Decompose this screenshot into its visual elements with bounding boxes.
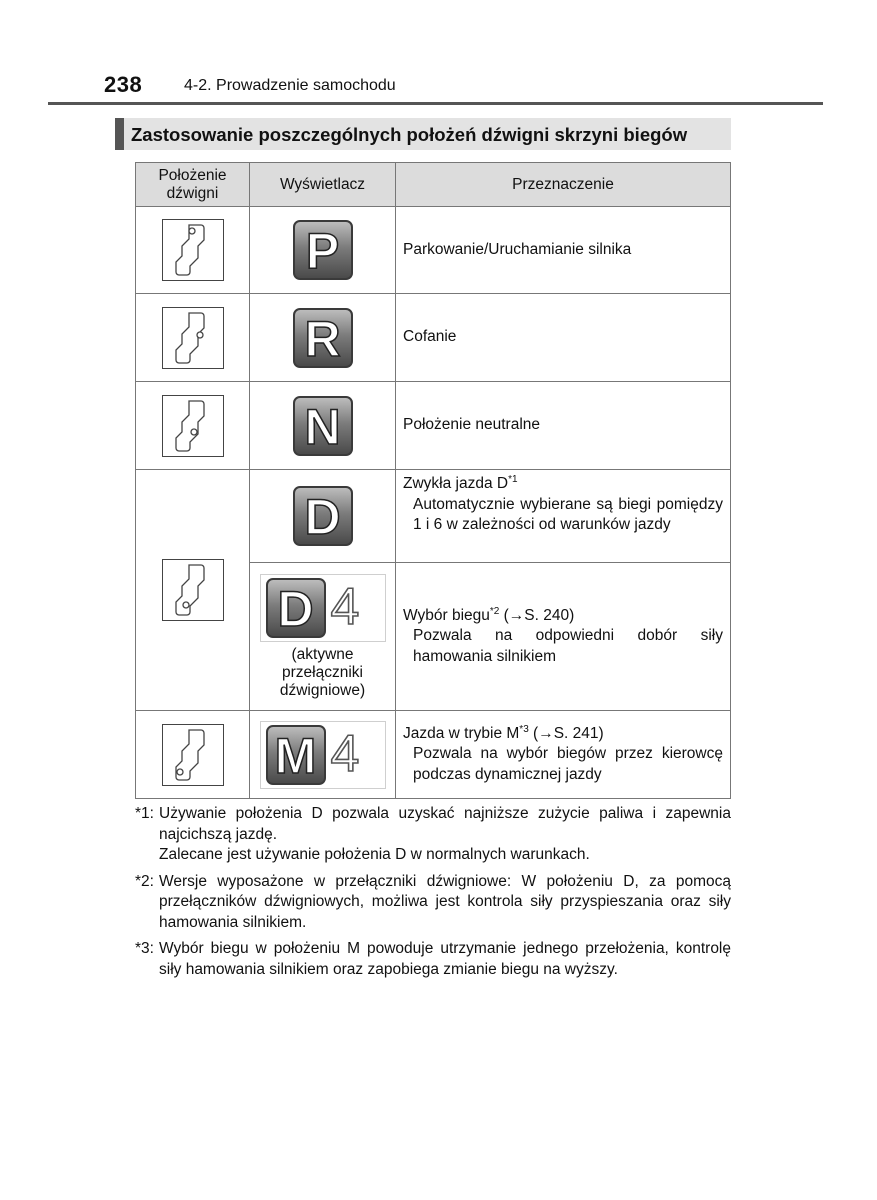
table-header-row xyxy=(136,163,731,207)
display-letter: R xyxy=(304,310,341,367)
footnote-2 xyxy=(135,872,731,934)
purpose-cell xyxy=(396,711,731,799)
purpose-cell xyxy=(396,207,731,294)
header-purpose: Przeznaczenie xyxy=(396,163,731,207)
display-m4 xyxy=(260,721,386,789)
purpose-detail: Pozwala na wybór biegów przez kierowcę podczas dynamicznej jazdy xyxy=(413,745,723,783)
footnote-1 xyxy=(135,804,731,866)
display-badge-m xyxy=(266,725,326,785)
page-number: 238 xyxy=(104,72,143,97)
display-letter: D xyxy=(277,580,314,637)
lever-position-cell xyxy=(136,470,250,711)
purpose-title: Jazda w trybie M xyxy=(403,724,520,742)
lever-position-cell xyxy=(136,294,250,382)
display-letter: P xyxy=(305,223,340,279)
section-title: Zastosowanie poszczególnych położeń dźwigni skrzyni biegów xyxy=(131,124,688,145)
shift-gate-d-icon xyxy=(162,559,224,621)
lever-position-cell xyxy=(136,207,250,294)
page-reference: (→S. 241) xyxy=(528,724,604,742)
display-cell xyxy=(250,711,396,799)
shift-gate-r-icon xyxy=(162,307,224,369)
purpose-detail: Automatycznie wybierane są biegi pomiędzy 1 i 6 w zależności od warunków jazdy xyxy=(413,495,723,533)
purpose-cell xyxy=(396,563,731,711)
display-badge-n xyxy=(293,396,353,456)
table-row xyxy=(136,711,731,799)
gear-digit: 4 xyxy=(330,724,360,783)
header-display: Wyświetlacz xyxy=(250,163,396,207)
table-row xyxy=(136,294,731,382)
lever-position-cell xyxy=(136,382,250,470)
table-row xyxy=(136,382,731,470)
purpose-cell xyxy=(396,382,731,470)
footnote-ref: *2 xyxy=(489,605,500,617)
display-cell xyxy=(250,382,396,470)
footnote-mark: *3: xyxy=(135,940,154,957)
footnote-text: Zalecane jest używanie położenia D w normalnych warunkach. xyxy=(159,846,590,863)
table-row xyxy=(136,207,731,294)
display-badge-d xyxy=(293,486,353,546)
purpose-cell xyxy=(396,470,731,563)
page-header xyxy=(104,72,824,102)
purpose-text: Parkowanie/Uruchamianie silnika xyxy=(403,240,632,258)
footnote-mark: *1: xyxy=(135,805,154,822)
display-cell xyxy=(250,470,396,563)
purpose-text: Cofanie xyxy=(403,328,457,346)
purpose-detail: Pozwala na odpowiedni dobór siły hamowania silnikiem xyxy=(413,627,723,665)
display-cell xyxy=(250,563,396,711)
display-badge-r xyxy=(293,308,353,368)
shift-position-table xyxy=(135,162,731,799)
purpose-title: Wybór biegu xyxy=(403,606,490,624)
chapter-title: 4-2. Prowadzenie samochodu xyxy=(184,77,396,94)
shift-gate-m-icon xyxy=(162,724,224,786)
purpose-text: Położenie neutralne xyxy=(403,416,541,434)
display-letter: D xyxy=(304,489,341,545)
display-cell xyxy=(250,207,396,294)
section-title-bar xyxy=(115,118,731,150)
purpose-cell xyxy=(396,294,731,382)
display-cell xyxy=(250,294,396,382)
header-divider xyxy=(48,102,823,105)
shift-gate-p-icon xyxy=(162,219,224,281)
footnote-text: Używanie położenia D pozwala uzyskać najniższe zużycie paliwa i zapewnia najcichszą jazdę. xyxy=(159,805,731,843)
footnote-text: Wersje wyposażone w przełączniki dźwigniowe: W położeniu D, za pomocą przełączników dźwigniowych, możliwa jest kontrola siły przyspieszania oraz siły hamowania silnikiem. xyxy=(159,872,731,931)
display-letter: M xyxy=(274,727,317,784)
page-reference: (→S. 240) xyxy=(499,606,575,624)
display-badge-d xyxy=(266,578,326,638)
shift-gate-n-icon xyxy=(162,395,224,457)
footnotes xyxy=(135,804,731,986)
footnote-3 xyxy=(135,939,731,980)
display-letter: N xyxy=(304,398,341,455)
table-row xyxy=(136,470,731,563)
footnote-text: Wybór biegu w położeniu M powoduje utrzymanie jednego przełożenia, kontrolę siły hamowania silnikiem oraz zapobiega zmianie biegu na wyższy. xyxy=(159,940,731,978)
footnote-ref: *1 xyxy=(508,473,518,485)
header-lever-position: Położenie dźwigni xyxy=(136,163,250,207)
footnote-mark: *2: xyxy=(135,872,154,890)
gear-digit: 4 xyxy=(330,577,360,636)
purpose-title: Zwykła jazda D xyxy=(403,475,509,492)
display-caption: (aktywne przełączniki dźwigniowe) xyxy=(279,645,366,699)
display-d4 xyxy=(260,574,386,642)
footnote-ref: *3 xyxy=(519,723,529,735)
lever-position-cell xyxy=(136,711,250,799)
display-badge-p xyxy=(293,220,353,280)
